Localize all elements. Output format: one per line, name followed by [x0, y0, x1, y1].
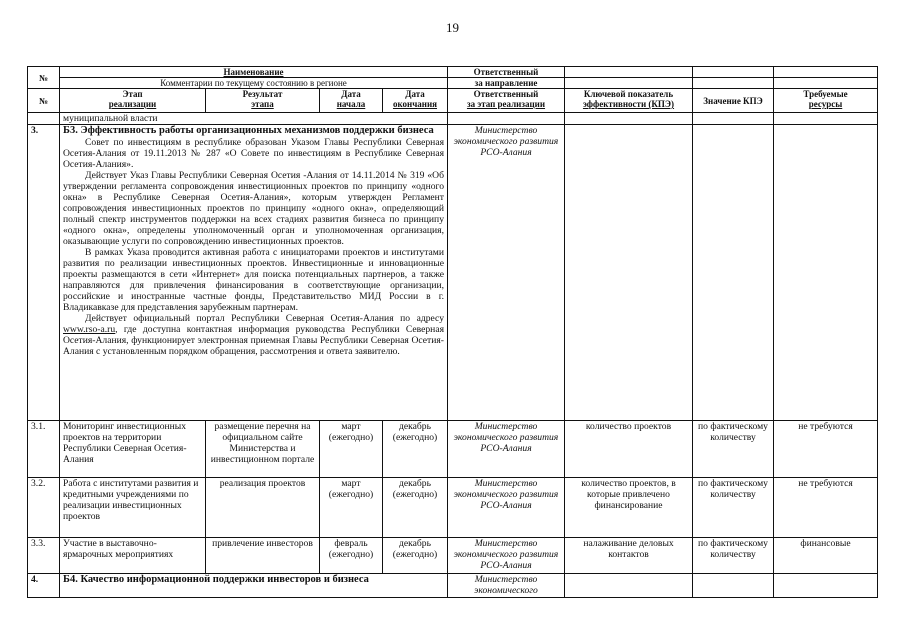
header-responsible-stage-l1: Ответственный — [473, 89, 539, 99]
row-kpi-value: по фактическому количеству — [693, 421, 774, 478]
section-3-num: 3. — [28, 125, 60, 421]
header-start-l1: Дата — [341, 89, 361, 99]
row-num: 3.3. — [28, 538, 60, 574]
row-result: размещение перечня на официальном сайте Министерства и инвестиционном портале — [206, 421, 320, 478]
header-kpi — [565, 89, 693, 113]
row-resources: не требуются — [774, 478, 878, 538]
row-kpi-value: по фактическому количеству — [693, 478, 774, 538]
section-4-kpi — [565, 574, 693, 598]
header-responsible-direction-1: Ответственный — [448, 67, 565, 78]
header-stage-l1: Этап — [122, 89, 143, 99]
row-stage: Мониторинг инвестиционных проектов на территории Республики Северная Осетия-Алания — [60, 421, 206, 478]
section-4-num: 4. — [28, 574, 60, 598]
section-3-kpi-value — [693, 125, 774, 421]
section-3-resources — [774, 125, 878, 421]
header-stage — [60, 89, 206, 113]
header-end — [383, 89, 448, 113]
section-4-responsible: Министерство экономического — [448, 574, 565, 598]
header-responsible-stage-l2: за этап реализации — [466, 99, 546, 109]
header-num-2: № — [28, 89, 60, 113]
section-3-row — [28, 125, 878, 421]
section-3-paragraph-4 — [63, 313, 444, 357]
carry-over-text: муниципальной власти — [60, 113, 448, 125]
header-name: Наименование — [60, 67, 448, 78]
section-4-title: Б4. Качество информационной поддержки инвесторов и бизнеса — [60, 574, 448, 598]
row-end: декабрь (ежегодно) — [383, 538, 448, 574]
header-result-l2: этапа — [251, 99, 274, 109]
header-empty-kpi-value — [693, 67, 774, 78]
section-3-paragraph-2: Действует Указ Главы Республики Северная Осетия -Алания от 14.11.2014 № 319 «Об утверждении регламента сопровождения инвестиционных проектов по принципу «одного окна» в Республике Северная Осетия-Алания», которым утвержден Регламент сопровождения инвестиционных проектов по принципу «одного окна», определяющий полный спектр инструментов поддержки на всех стадиях развития бизнеса по принципу «одного окна», определены уполномоченный орган и уполномоченная организация, оказывающие услуги по сопровождению инвестиционных проектов. — [63, 170, 444, 247]
page-number: 19 — [446, 20, 459, 35]
carry-over-kpi — [565, 113, 693, 125]
header-resources-l1: Требуемые — [803, 89, 848, 99]
header-resources — [774, 89, 878, 113]
row-responsible: Министерство экономического развития РСО-Алания — [448, 538, 565, 574]
header-num: № — [28, 67, 60, 89]
section-3-title: Б3. Эффективность работы организационных механизмов поддержки бизнеса — [63, 125, 434, 136]
header-kpi-l2: эффективности (КПЭ) — [582, 99, 675, 109]
section-4-kpi-value — [693, 574, 774, 598]
carry-over-num — [28, 113, 60, 125]
header-row-1 — [28, 67, 878, 78]
row-start: март (ежегодно) — [320, 478, 383, 538]
carry-over-responsible — [448, 113, 565, 125]
header-empty-kpi-2 — [565, 78, 693, 89]
section-4-row — [28, 574, 878, 598]
row-kpi: количество проектов — [565, 421, 693, 478]
header-start-l2: начала — [336, 99, 366, 109]
row-end: декабрь (ежегодно) — [383, 478, 448, 538]
section-3-content — [60, 125, 448, 421]
header-resources-l2: ресурсы — [808, 99, 843, 109]
carry-over-row — [28, 113, 878, 125]
header-empty-resources — [774, 67, 878, 78]
row-stage: Участие в выставочно-ярмарочных мероприятиях — [60, 538, 206, 574]
section-3-paragraph-1: Совет по инвестициям в республике образован Указом Главы Республики Северная Осетия-Алания от 19.11.2013 № 287 «О Совете по инвестициям в Республике Северная Осетия-Алания». — [63, 137, 444, 170]
row-result: привлечение инвесторов — [206, 538, 320, 574]
section-3-p4-pre: Действует официальный портал Республики Северная Осетия-Алания по адресу — [85, 313, 444, 324]
header-row-3 — [28, 89, 878, 113]
header-responsible-stage — [448, 89, 565, 113]
header-end-l1: Дата — [405, 89, 425, 99]
header-result — [206, 89, 320, 113]
row-num: 3.1. — [28, 421, 60, 478]
header-empty-kpi — [565, 67, 693, 78]
carry-over-resources — [774, 113, 878, 125]
row-end: декабрь (ежегодно) — [383, 421, 448, 478]
table-row — [28, 478, 878, 538]
header-result-l1: Результат — [242, 89, 283, 99]
carry-over-kpi-value — [693, 113, 774, 125]
implementation-plan-table — [27, 66, 878, 598]
header-stage-l2: реализации — [108, 99, 157, 109]
row-start: март (ежегодно) — [320, 421, 383, 478]
row-kpi: количество проектов, в которые привлечено финансирование — [565, 478, 693, 538]
row-kpi: налаживание деловых контактов — [565, 538, 693, 574]
portal-link[interactable]: www.rso-a.ru — [63, 324, 116, 335]
section-3-p4-post: , где доступна контактная информация руководства Республики Северная Осетия-Алания, функционирует электронная приемная Главы Республики Северная Осетия-Алания с установленным порядком обращения, рассмотрения и ответа заявителю. — [63, 324, 444, 357]
header-responsible-direction-2: за направление — [448, 78, 565, 89]
row-responsible: Министерство экономического развития РСО-Алания — [448, 421, 565, 478]
table-row — [28, 421, 878, 478]
table-row — [28, 538, 878, 574]
row-result: реализация проектов — [206, 478, 320, 538]
section-3-responsible: Министерство экономического развития РСО-Алания — [448, 125, 565, 421]
row-resources: не требуются — [774, 421, 878, 478]
section-3-kpi — [565, 125, 693, 421]
section-3-paragraph-3: В рамках Указа проводится активная работа с инициаторами проектов и институтами развития по реализации инвестиционных проектов. Инвестиционные и инновационные проекты размещаются в сети «Интернет» для поиска потенциальных партнеров, а также направляются для привлечения финансирования в соответствующие организации, российские и иностранные частные фонды, Представительство МИД России в г. Владикавказе для представления зарубежным партнерам. — [63, 247, 444, 313]
header-start — [320, 89, 383, 113]
header-end-l2: окончания — [392, 99, 438, 109]
row-resources: финансовые — [774, 538, 878, 574]
row-kpi-value: по фактическому количеству — [693, 538, 774, 574]
row-stage: Работа с институтами развития и кредитными учреждениями по реализации инвестиционных проектов — [60, 478, 206, 538]
section-4-resources — [774, 574, 878, 598]
header-empty-resources-2 — [774, 78, 878, 89]
row-start: февраль (ежегодно) — [320, 538, 383, 574]
row-num: 3.2. — [28, 478, 60, 538]
header-empty-kpi-value-2 — [693, 78, 774, 89]
header-comment: Комментарии по текущему состоянию в регионе — [60, 78, 448, 89]
header-kpi-l1: Ключевой показатель — [583, 89, 674, 99]
row-responsible: Министерство экономического развития РСО-Алания — [448, 478, 565, 538]
header-row-2 — [28, 78, 878, 89]
header-kpi-value: Значение КПЭ — [693, 89, 774, 113]
